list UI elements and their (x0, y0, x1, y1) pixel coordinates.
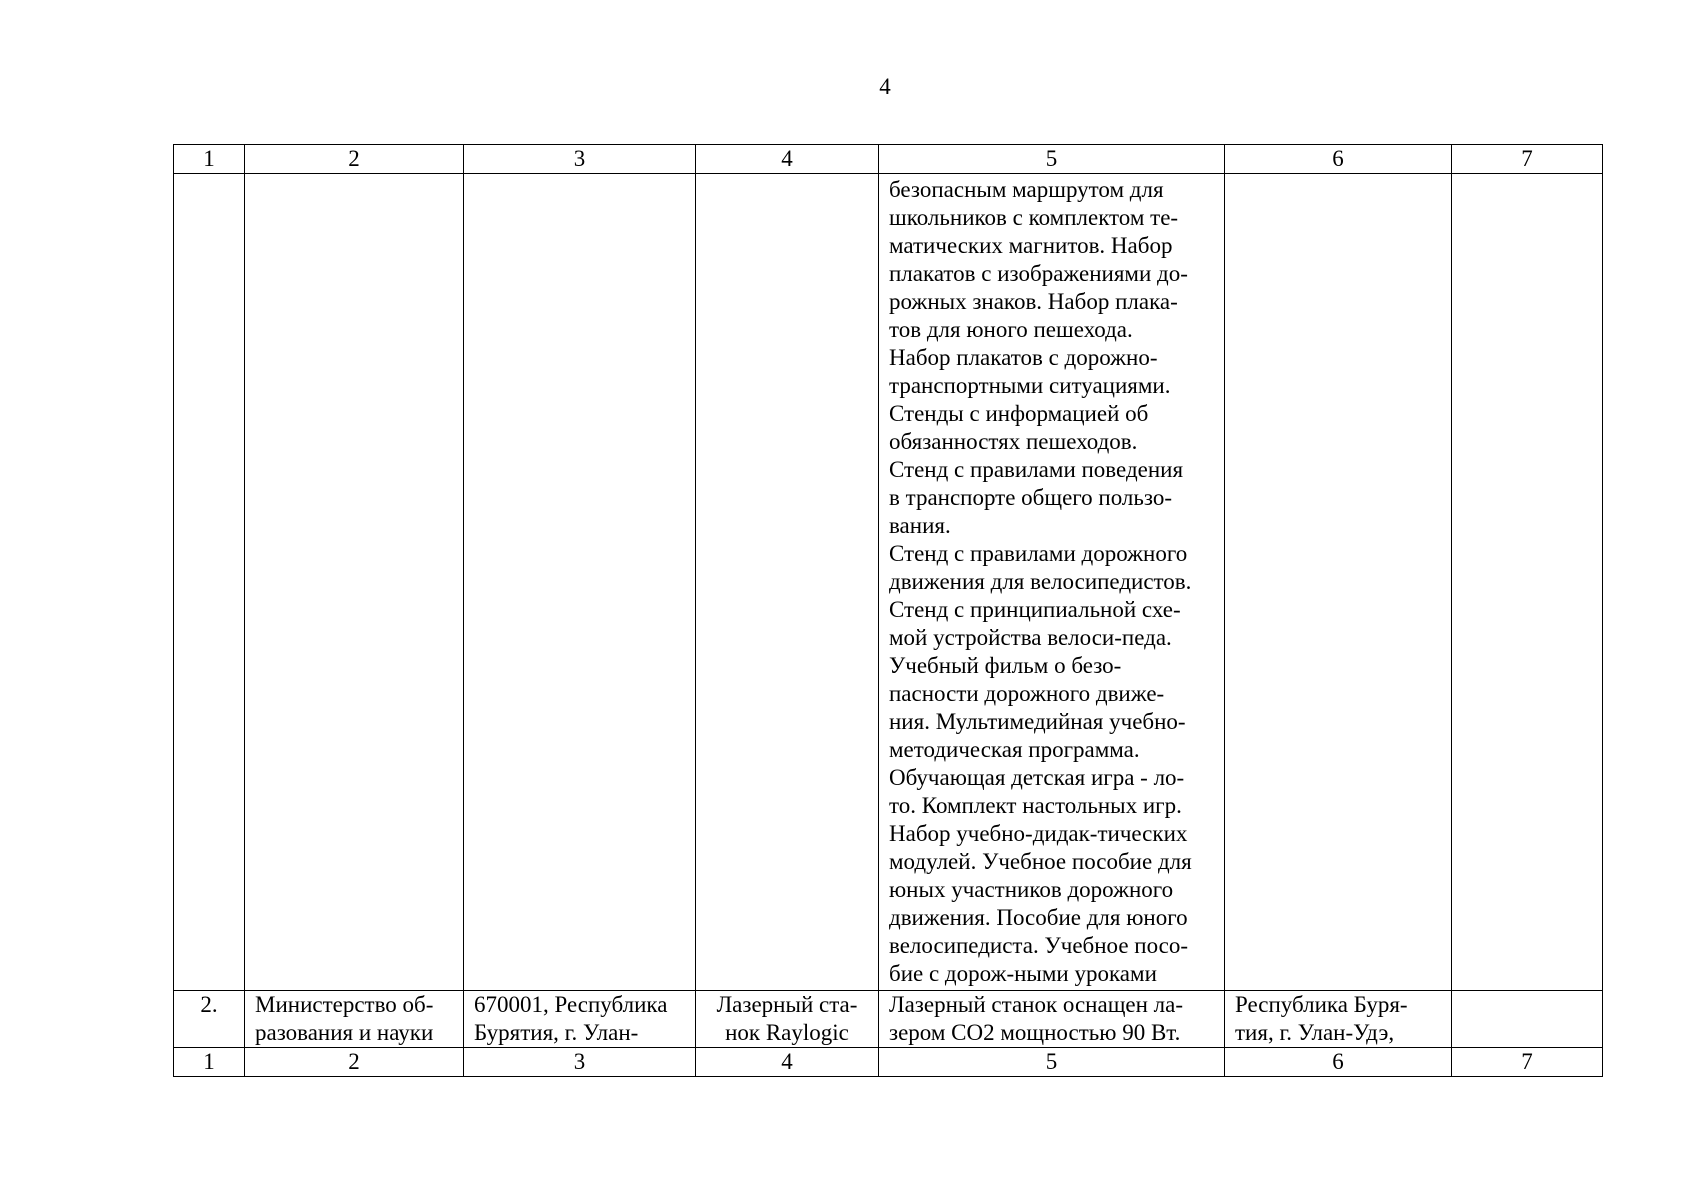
description-line: зером СО2 мощностью 90 Вт. (889, 1020, 1181, 1045)
description-line: мой устройства велоси-педа. (889, 625, 1172, 650)
description-line: движения для велосипедистов. (889, 569, 1192, 594)
description-line: велосипедиста. Учебное посо- (889, 933, 1189, 958)
column-number: 7 (1452, 1048, 1603, 1077)
description-line: Стенд с правилами дорожного (889, 541, 1188, 566)
address-cell (464, 991, 696, 1048)
equipment-description-cell (879, 991, 1225, 1048)
description-line: Стенд с принципиальной схе- (889, 597, 1181, 622)
description-line: методическая программа. (889, 737, 1140, 762)
description-line: Стенды с информацией об (889, 401, 1149, 426)
column-number: 6 (1225, 1048, 1452, 1077)
description-line: Лазерный станок оснащен ла- (889, 992, 1184, 1017)
empty-cell (174, 174, 245, 991)
equipment-name-line: Лазерный ста- (716, 992, 858, 1017)
description-line: Стенд с правилами поведения (889, 457, 1184, 482)
column-number: 5 (879, 145, 1225, 174)
organization-line: разования и науки (255, 1020, 434, 1045)
equipment-name-line: нок Raylogic (725, 1020, 849, 1045)
description-line: пасности дорожного движе- (889, 681, 1165, 706)
column-number: 2 (245, 1048, 464, 1077)
location-line: тия, г. Улан-Удэ, (1235, 1020, 1395, 1045)
column-number: 6 (1225, 145, 1452, 174)
equipment-description-cell (879, 174, 1225, 991)
description-line: вания. (889, 513, 951, 538)
description-line: Учебный фильм о безо- (889, 653, 1122, 678)
description-line: плакатов с изображениями до- (889, 261, 1188, 286)
column-number: 7 (1452, 145, 1603, 174)
document-table (173, 144, 1603, 1077)
page-number: 4 (879, 74, 891, 99)
description-line: тов для юного пешехода. (889, 317, 1133, 342)
description-line: модулей. Учебное пособие для (889, 849, 1192, 874)
description-line: безопасным маршрутом для (889, 177, 1164, 202)
description-line: бие с дорож-ными уроками (889, 961, 1157, 986)
table-row-entry-2 (174, 991, 1603, 1048)
column-number-footer-row (174, 1048, 1603, 1077)
description-line: движения. Пособие для юного (889, 905, 1188, 930)
description-line: рожных знаков. Набор плака- (889, 289, 1178, 314)
description-line: Набор учебно-дидак-тических (889, 821, 1188, 846)
column-number: 3 (464, 1048, 696, 1077)
equipment-name-cell (696, 991, 879, 1048)
continuation-row (174, 174, 1603, 991)
column-number: 1 (174, 145, 245, 174)
empty-cell (245, 174, 464, 991)
address-line: 670001, Республика (474, 992, 668, 1017)
empty-cell (1452, 991, 1603, 1048)
organization-line: Министерство об- (255, 992, 434, 1017)
column-number: 3 (464, 145, 696, 174)
empty-cell (1225, 174, 1452, 991)
column-number: 4 (696, 1048, 879, 1077)
address-line: Бурятия, г. Улан- (474, 1020, 639, 1045)
empty-cell (464, 174, 696, 991)
description-line: матических магнитов. Набор (889, 233, 1173, 258)
description-line: то. Комплект настольных игр. (889, 793, 1182, 818)
description-line: Набор плакатов с дорожно- (889, 345, 1158, 370)
description-line: транспортными ситуациями. (889, 373, 1171, 398)
location-cell (1225, 991, 1452, 1048)
entry-number-cell: 2. (174, 991, 245, 1048)
column-number: 1 (174, 1048, 245, 1077)
organization-cell (245, 991, 464, 1048)
description-line: обязанностях пешеходов. (889, 429, 1138, 454)
description-line: школьников с комплектом те- (889, 205, 1179, 230)
column-number: 5 (879, 1048, 1225, 1077)
empty-cell (696, 174, 879, 991)
description-line: юных участников дорожного (889, 877, 1174, 902)
column-number: 4 (696, 145, 879, 174)
location-line: Республика Буря- (1235, 992, 1408, 1017)
column-number-header-row (174, 145, 1603, 174)
empty-cell (1452, 174, 1603, 991)
description-line: Обучающая детская игра - ло- (889, 765, 1185, 790)
description-line: ния. Мультимедийная учебно- (889, 709, 1186, 734)
column-number: 2 (245, 145, 464, 174)
description-line: в транспорте общего пользо- (889, 485, 1172, 510)
